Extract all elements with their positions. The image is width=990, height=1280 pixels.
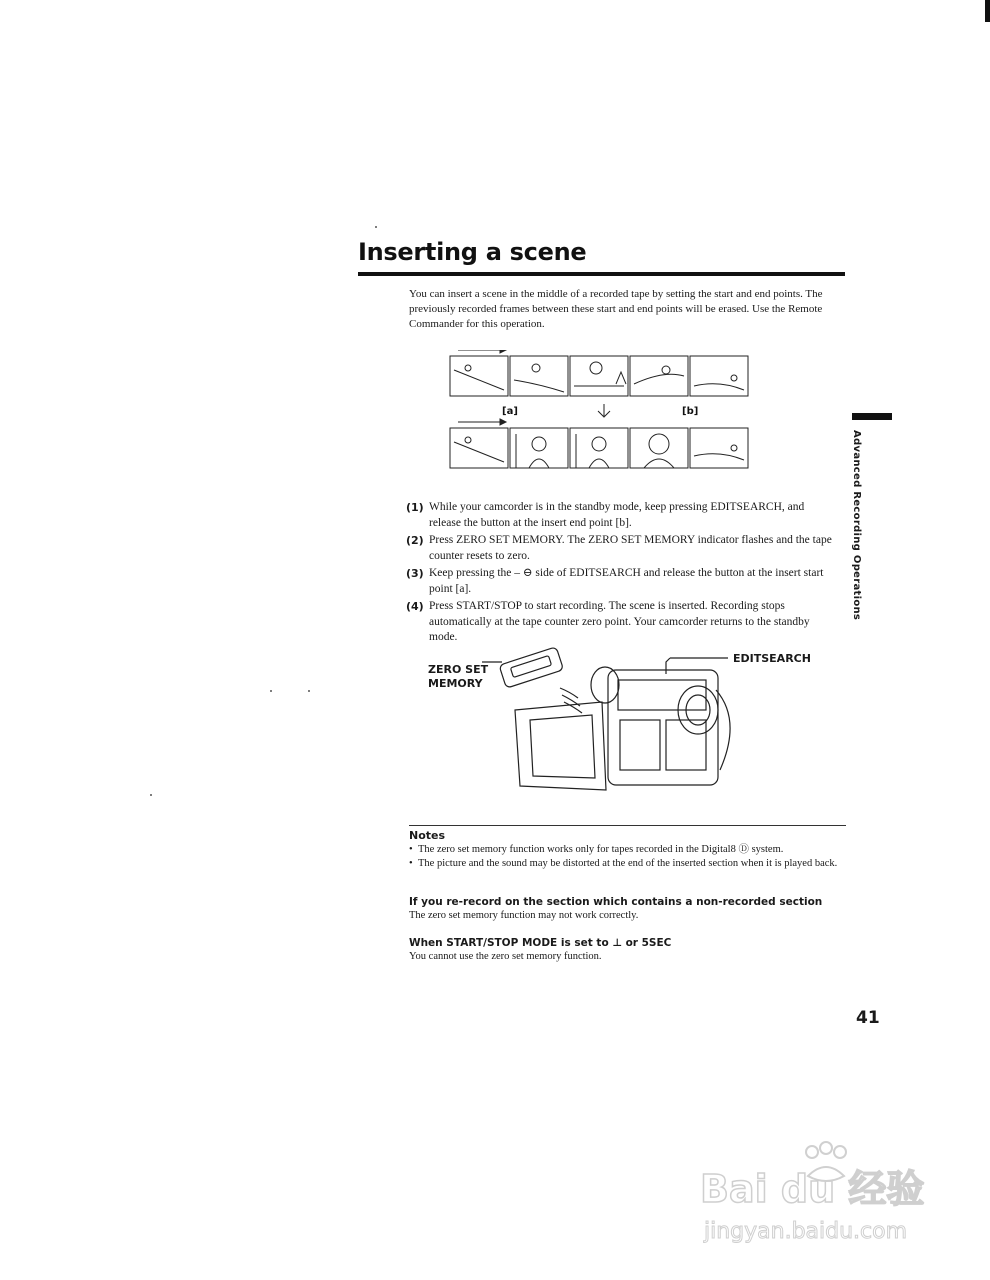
page-edge-mark xyxy=(985,0,990,22)
zero-set-label-line1: ZERO SET xyxy=(428,663,489,676)
intro-paragraph: You can insert a scene in the middle of a recorded tape by setting the start and end points. The previously recorded frames between these start and end points will be erased. Use the Remote Commander for this operation. xyxy=(409,288,823,330)
steps-list xyxy=(406,500,836,648)
notes-heading: Notes xyxy=(409,829,446,842)
step-item: (3) Keep pressing the – ⊖ side of EDITSEARCH and release the button at the insert start point [a]. xyxy=(406,567,824,595)
label-b: [b] xyxy=(682,406,699,417)
section-heading: When START/STOP MODE is set to ⊥ or 5SEC xyxy=(409,937,672,949)
zero-set-label-line2: MEMORY xyxy=(428,677,483,690)
note-item: • The picture and the sound may be distorted at the end of the inserted section when it is played back. xyxy=(409,857,849,871)
insert-scene-diagram xyxy=(444,350,764,480)
editsearch-label: EDITSEARCH xyxy=(733,652,811,665)
scan-speck xyxy=(150,794,152,796)
title-rule xyxy=(358,272,845,276)
side-tab-label: Advanced Recording Operations xyxy=(851,430,862,621)
page-number: 41 xyxy=(856,1008,880,1028)
step-item: (1) While your camcorder is in the standby mode, keep pressing EDITSEARCH, and release the button at the insert end point [b]. xyxy=(406,501,805,529)
step-item: (2) Press ZERO SET MEMORY. The ZERO SET MEMORY indicator flashes and the tape counter resets to zero. xyxy=(406,534,832,562)
watermark-url: jingyan.baidu.com xyxy=(704,1219,908,1244)
notes-list xyxy=(409,843,849,871)
note-item: • The zero set memory function works only for tapes recorded in the Digital8 Ⓓ system. xyxy=(409,843,849,857)
page-title: Inserting a scene xyxy=(358,238,587,266)
baidu-watermark xyxy=(700,1140,940,1250)
watermark-brand: Bai du 经验 xyxy=(700,1167,925,1211)
step-item: (4) Press START/STOP to start recording. The scene is inserted. Recording stops automatically at the tape counter zero point. Your camcorder returns to the standby mode. xyxy=(406,600,810,643)
section-body: You cannot use the zero set memory function. xyxy=(409,951,602,962)
scan-speck xyxy=(308,690,310,692)
section-heading: If you re-record on the section which contains a non-recorded section xyxy=(409,896,823,908)
section-body: The zero set memory function may not work correctly. xyxy=(409,910,639,921)
notes-rule xyxy=(409,825,846,826)
scan-speck xyxy=(375,226,377,228)
scan-speck xyxy=(270,690,272,692)
label-a: [a] xyxy=(502,406,518,417)
side-tab-bar xyxy=(852,413,892,420)
